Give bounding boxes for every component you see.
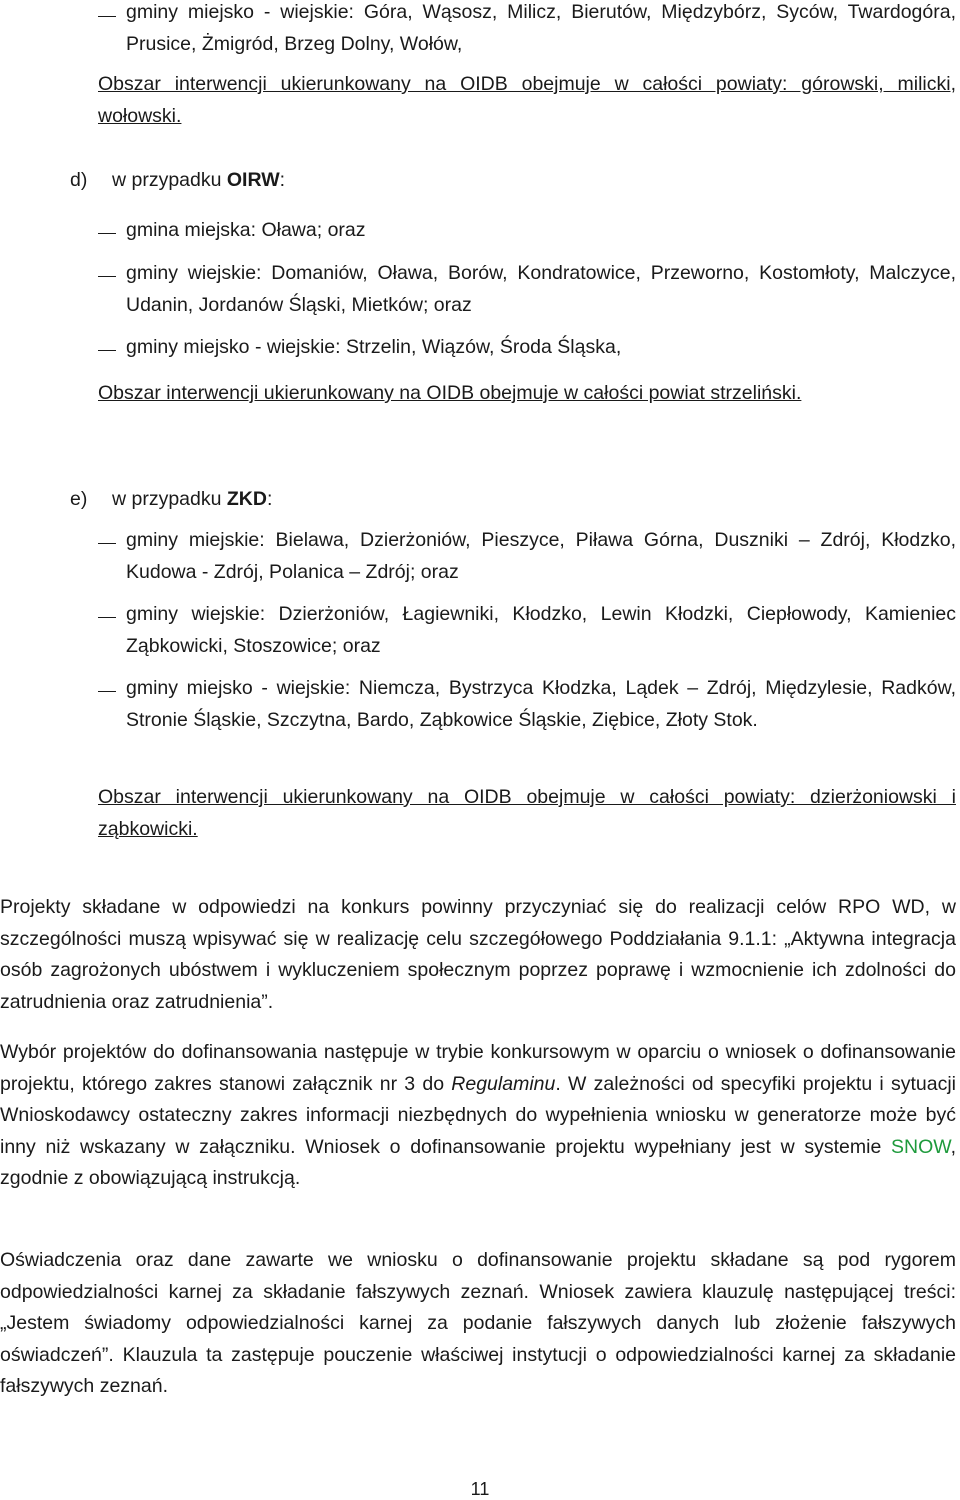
list-item-rural-e: gminy wiejskie: Dzierżoniów, Łagiewniki, Kłodzko, Lewin Kłodzki, Ciepłowody, Kamieniec Ząbkowicki, Stoszowice; oraz	[126, 603, 956, 657]
section-d-abbr: OIRW	[226, 169, 280, 191]
paragraph-selection-part-c: , zgodnie z obowiązującą instrukcją.	[0, 1135, 956, 1189]
section-e-label: e)	[70, 488, 88, 510]
page-number: 11	[470, 1479, 490, 1499]
section-e-intro: w przypadku	[112, 488, 227, 510]
list-dash	[98, 543, 116, 544]
section-d-label: d)	[70, 169, 88, 191]
scope-note-e: Obszar interwencji ukierunkowany na OIDB obejmuje w całości powiaty: dzierżoniowski i ząbkowicki.	[98, 786, 956, 840]
paragraph-declarations: Oświadczenia oraz dane zawarte we wniosku o dofinansowanie projektu składane są pod rygorem odpowiedzialności karnej za składanie fałszywych zeznań. Wniosek zawiera klauzulę następującej treści: „Jestem świadomy odpowiedzialności karnej za podanie fałszywych danych lub złożenie fałszywych oświadczeń”. Klauzula ta zastępuje pouczenie właściwej instytucji o odpowiedzialności karnej za składanie fałszywych zeznań.	[0, 1249, 956, 1397]
list-dash	[98, 617, 116, 618]
list-item-urban-e: gminy miejskie: Bielawa, Dzierżoniów, Pieszyce, Piława Górna, Duszniki – Zdrój, Kłodzko, Kudowa - Zdrój, Polanica – Zdrój; oraz	[126, 529, 956, 583]
list-dash	[98, 350, 116, 351]
list-dash	[98, 276, 116, 277]
list-item-urban-rural-d: gminy miejsko - wiejskie: Strzelin, Wiązów, Środa Śląska,	[126, 336, 622, 358]
paragraph-selection-part-b: . W zależności od specyfiki projektu i sytuacji Wnioskodawcy ostateczny zakres informacji niezbędnych do wypełnienia wniosku w generatorze może być inny niż wskazany w załączniku. Wniosek o dofinansowanie projektu wypełniany jest w systemie	[0, 1072, 956, 1158]
list-item-urban-rural-e: gminy miejsko - wiejskie: Niemcza, Bystrzyca Kłodzka, Lądek – Zdrój, Międzylesie, Radków, Stronie Śląskie, Szczytna, Bardo, Ząbkowice Śląskie, Ziębice, Złoty Stok.	[126, 677, 956, 731]
list-item-rural-d: gminy wiejskie: Domaniów, Oława, Borów, Kondratowice, Przeworno, Kostomłoty, Malczyce, Udanin, Jordanów Śląski, Mietków; oraz	[126, 262, 956, 316]
list-dash	[98, 233, 116, 234]
section-d-intro: w przypadku	[112, 169, 227, 191]
section-e-abbr: ZKD	[226, 488, 267, 510]
section-d-colon: :	[279, 169, 286, 191]
list-item-urban-rural-c: gminy miejsko - wiejskie: Góra, Wąsosz, Milicz, Bierutów, Międzybórz, Syców, Twardogóra, Prusice, Żmigród, Brzeg Dolny, Wołów,	[126, 1, 956, 55]
list-dash	[98, 16, 116, 17]
scope-note-d: Obszar interwencji ukierunkowany na OIDB obejmuje w całości powiat strzeliński.	[98, 382, 802, 404]
scope-note-c: Obszar interwencji ukierunkowany na OIDB obejmuje w całości powiaty: górowski, milicki, wołowski.	[98, 73, 956, 127]
paragraph-project-goals: Projekty składane w odpowiedzi na konkurs powinny przyczyniać się do realizacji celów RPO WD, w szczególności muszą wpisywać się w realizację celu szczegółowego Poddziałania 9.1.1: „Aktywna integracja osób zagrożonych ubóstwem i wykluczeniem społecznym poprzez poprawę i wzmocnienie ich zdolności do zatrudnienia oraz zatrudnienia”.	[0, 896, 956, 1013]
list-item-urban-d: gmina miejska: Oława; oraz	[126, 219, 366, 241]
section-e-colon: :	[266, 488, 273, 510]
section-d-header	[70, 165, 285, 197]
paragraph-selection-part-a: Wybór projektów do dofinansowania następuje w trybie konkursowym w oparciu o wniosek o dofinansowanie projektu, którego zakres stanowi załącznik nr 3 do	[0, 1041, 956, 1095]
snow-link[interactable]: SNOW	[890, 1135, 951, 1158]
regulamin-ref: Regulaminu	[451, 1072, 556, 1095]
list-dash	[98, 691, 116, 692]
paragraph-selection	[0, 1037, 956, 1195]
section-e-header	[70, 484, 272, 516]
